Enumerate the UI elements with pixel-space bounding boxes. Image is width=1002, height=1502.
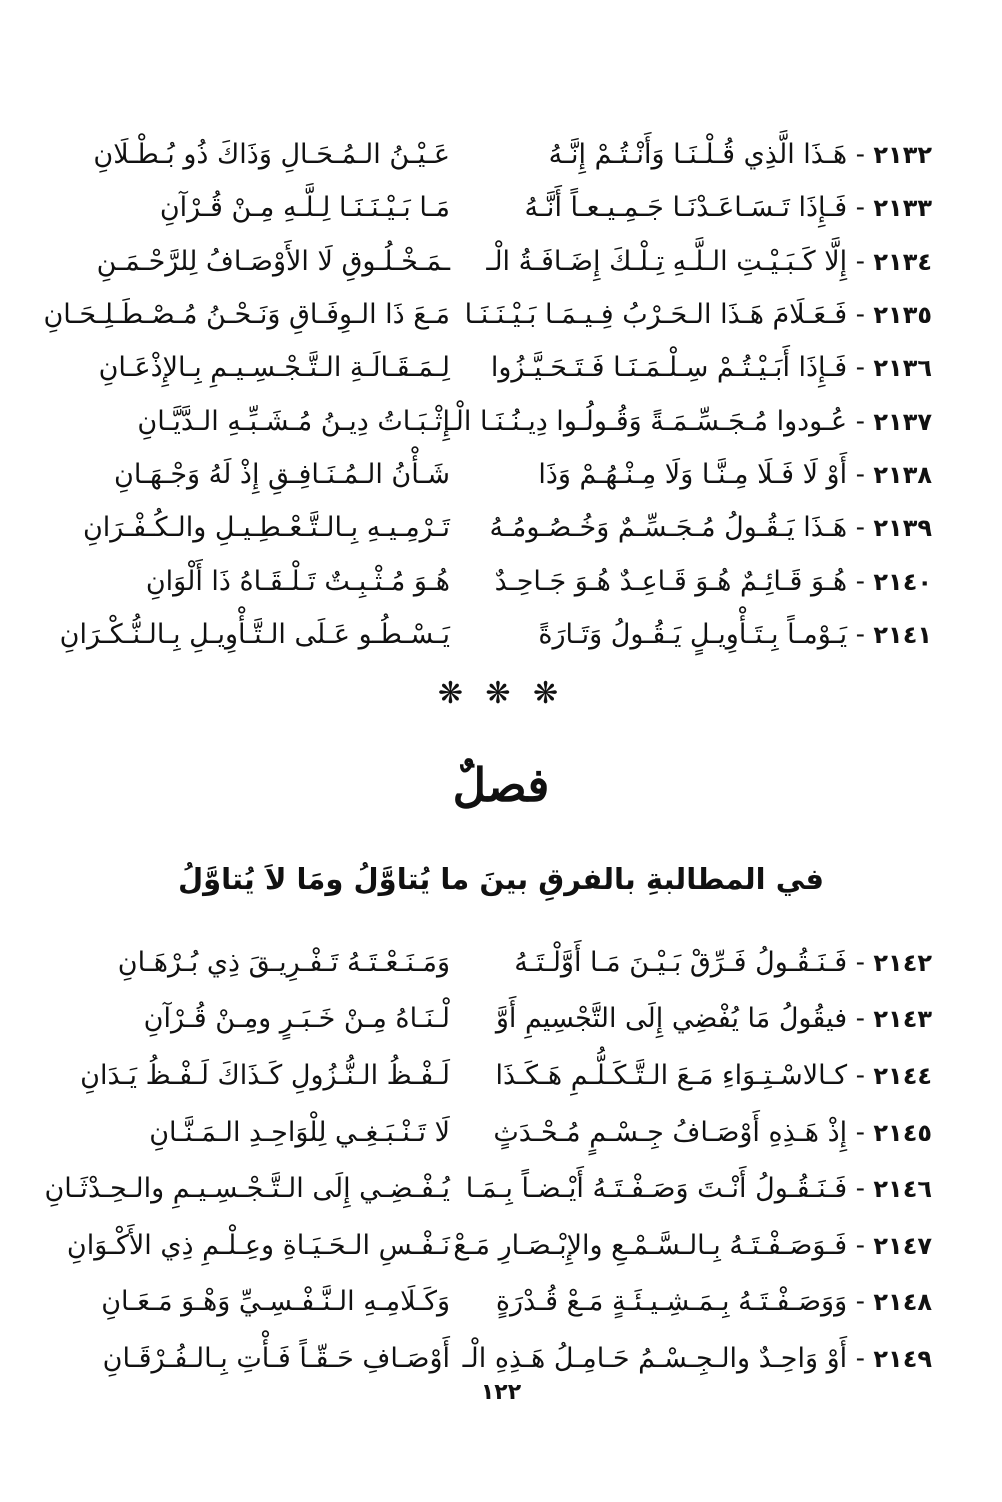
- verse-number: ٢١٣٩: [873, 514, 932, 543]
- verse-first-hemistich: [465, 1173, 932, 1205]
- verse-first-text: فيقُولُ مَا يُفْضِي إِلَى التَّجْسِيمِ أَوَّ: [495, 1003, 848, 1035]
- verse-line: [40, 1160, 932, 1217]
- verse-number: ٢١٤٩: [873, 1344, 932, 1373]
- verse-first-text: أَوْ وَاحِـدٌ والـجِـسْـمُ حَـامِـلُ هَـذِهِ الْـ: [462, 1342, 848, 1374]
- verse-first-hemistich: [494, 619, 932, 650]
- verse-second-hemistich: وَكَـلَامِـهِ الـنَّـفْـسِـيِّ وَهْـوَ مَـعَـانِ: [101, 1286, 450, 1318]
- verse-number-dash: -: [847, 352, 874, 384]
- verse-line: [40, 554, 932, 607]
- verse-number-dash: -: [847, 1286, 874, 1318]
- verse-line: [40, 448, 932, 501]
- verse-number-dash: -: [847, 1342, 874, 1374]
- verse-line: [40, 181, 932, 234]
- verse-number-dash: -: [847, 458, 874, 490]
- verse-first-hemistich: [486, 245, 932, 277]
- verse-line: [40, 991, 932, 1048]
- verse-number: ٢١٣٧: [873, 407, 932, 436]
- verse-first-text: إِلَّا كَـبَـيْـتِ الـلَّـهِ تِـلْـكَ إِضَـافَـةُ الْـ: [486, 245, 848, 277]
- section-separator: ❋ ❋ ❋: [437, 676, 565, 711]
- verse-second-hemistich: شَـأْنُ الـمُـنَـافِـقِ إِذْ لَهُ وَجْـهَـانِ: [114, 458, 450, 490]
- verse-first-text: هُـوَ قَـائِـمٌ هُـوَ قَـاعِـدٌ هُـوَ جَـاحِـدٌ: [494, 565, 848, 597]
- verse-second-hemistich: لِـمَـقَـالَـةِ الـتَّـجْـسِـيـمِ بِـالإِذْعَـانِ: [98, 352, 450, 384]
- verse-line: [40, 235, 932, 288]
- verse-number-dash: -: [847, 1173, 874, 1205]
- verse-second-hemistich: لَا تَـنْـبَـغِـي لِلْوَاحِـدِ الـمَـنَّـانِ: [149, 1116, 450, 1148]
- verse-first-text: عُـودوا مُـجَـسِّـمَـةً وَقُـولُـوا دِيـنُـنَـا الْـ: [447, 405, 848, 437]
- verse-first-text: فَـنَـقُـولُ أَنْـتَ وَصَـفْـتَـهُ أَيْـضـاً بِـمَـا: [465, 1173, 848, 1205]
- verse-second-hemistich: إِثْـبَـاتُ دِيـنُ مُـشَـبِّـهِ الـدَّيَّـانِ: [137, 405, 450, 437]
- verse-line: [40, 341, 932, 394]
- verse-first-hemistich: [494, 1060, 932, 1091]
- verse-line: [40, 934, 932, 991]
- verse-number-dash: -: [847, 946, 874, 978]
- verse-first-text: كـالاسْـتِـوَاءِ مَـعَ الـتَّـكَـلُّـمِ هَـكَـذَا: [495, 1059, 848, 1091]
- verse-number: ٢١٤٦: [873, 1175, 932, 1204]
- verse-line: [40, 1274, 932, 1331]
- verse-first-text: فَـنَـقُـولُ فَـرِّقْ بَـيْـنَ مَـا أَوَّلْـتَـهُ: [514, 946, 848, 978]
- verse-number: ٢١٤٢: [873, 948, 932, 977]
- verse-second-hemistich: ـمَـخْـلُـوقِ لَا الأَوْصَـافُ لِلرَّحْـمَـنِ: [96, 245, 450, 277]
- verse-number-dash: -: [847, 139, 874, 171]
- verse-line: [40, 1330, 932, 1387]
- verse-number-dash: -: [847, 618, 874, 650]
- verse-first-hemistich: [494, 1286, 932, 1317]
- verse-second-hemistich: عَـيْـنُ الـمُـحَـالِ وَذَاكَ ذُو بُـطْـلَانِ: [93, 139, 450, 171]
- verse-second-hemistich: لَـفْـظُ الـنُّـزُولِ كَـذَاكَ لَـفْـظُ يَـدَانِ: [80, 1059, 450, 1091]
- verse-line: [40, 501, 932, 554]
- verse-line: [40, 1047, 932, 1104]
- verse-first-hemistich: [494, 192, 932, 223]
- verse-number-dash: -: [847, 245, 874, 277]
- verse-number-dash: -: [847, 1229, 874, 1261]
- verse-number-dash: -: [847, 1116, 874, 1148]
- section-subtitle: في المطالبةِ بالفرقِ بينَ ما يُتاوَّلُ ومَا لاَ يُتاوَّلُ: [177, 862, 825, 896]
- verse-first-text: فَـإِذَا تَـسَـاعَـدْنَـا جَـمِـيـعـاً أَنَّـهُ: [524, 192, 848, 224]
- verse-first-text: يَـوْمـاً بِـتَـأْوِيـلٍ يَـقُـولُ وَتَـارَةً: [538, 618, 848, 650]
- verse-first-hemistich: [494, 947, 932, 978]
- verse-first-hemistich: [453, 1229, 932, 1261]
- verse-line: [40, 608, 932, 661]
- verse-number: ٢١٣٥: [873, 301, 932, 330]
- verse-first-hemistich: [494, 139, 932, 170]
- verse-number-dash: -: [847, 565, 874, 597]
- verse-first-hemistich: [494, 1003, 932, 1034]
- verse-second-hemistich: هُـوَ مُـثْـبِـتٌ تَـلْـقَـاهُ ذَا أَلْوَانِ: [145, 565, 450, 597]
- verse-first-text: فَـوَصَـفْـتَـهُ بِـالـسَّـمْـعِ والإِبْـصَـارِ مَـعْ: [453, 1229, 848, 1261]
- verse-number: ٢١٣٦: [873, 354, 932, 383]
- verse-first-text: فَـإِذَا أَبَـيْـتُـمْ سِـلْـمَـنَـا فَـتَـحَـيَّـزُوا: [490, 352, 848, 384]
- verse-line: [40, 288, 932, 341]
- verse-number-dash: -: [847, 192, 874, 224]
- verse-second-hemistich: مَـعَ ذَا الـوِفَـاقِ وَنَـحْـنُ مُـصْـطَـلِـحَـانِ: [43, 299, 450, 331]
- verse-first-hemistich: [489, 512, 932, 544]
- verse-number: ٢١٣٣: [873, 194, 932, 223]
- verse-first-text: إِذْ هَـذِهِ أَوْصَـافُ جِـسْـمٍ مُـحْـدَثٍ: [493, 1116, 848, 1148]
- verse-number: ٢١٣٨: [873, 460, 932, 489]
- verse-second-hemistich: نَـفْـسِ الـحَـيَـاةِ وعِـلْـمِ ذِي الأَكْـوَانِ: [66, 1229, 450, 1261]
- page-number: ١٢٢: [480, 1380, 522, 1405]
- verse-first-hemistich: [494, 566, 932, 597]
- verse-number: ٢١٣٤: [873, 247, 932, 276]
- verse-first-text: هَـذَا الَّذِي قُـلْـنَـا وَأَنْـتُـمْ إِنَّـهُ: [548, 139, 848, 171]
- verses-bottom-block: [40, 934, 932, 1387]
- verse-number: ٢١٤١: [873, 620, 932, 649]
- verse-second-hemistich: يَـسْـطُـو عَـلَى الـتَّـأْوِيـلِ بِـالـنُّـكْـرَانِ: [59, 618, 450, 650]
- verse-first-hemistich: [490, 352, 932, 384]
- verse-first-hemistich: [494, 459, 932, 490]
- verse-line: [40, 1217, 932, 1274]
- verse-number: ٢١٤٣: [873, 1005, 932, 1034]
- verse-number: ٢١٣٢: [873, 141, 932, 170]
- verse-number: ٢١٤٥: [873, 1118, 932, 1147]
- verse-first-text: أَوْ لَا فَـلَا مِـنَّـا وَلَا مِـنْـهُـمْ وَذَا: [538, 458, 848, 490]
- verse-number: ٢١٤٧: [873, 1231, 932, 1260]
- verse-line: [40, 128, 932, 181]
- section-title: فصلٌ: [452, 758, 550, 812]
- verse-number: ٢١٤٠: [873, 567, 932, 596]
- verse-line: [40, 394, 932, 447]
- verse-number-dash: -: [847, 512, 874, 544]
- verse-first-hemistich: [494, 1117, 932, 1148]
- verse-second-hemistich: أَوْصَـافِ حَـقّـاً فَـأْتِ بِـالـفُـرْقَـانِ: [102, 1342, 450, 1374]
- verse-first-hemistich: [464, 299, 932, 331]
- verse-second-hemistich: يُـفْـضِـي إِلَى الـتَّـجْـسِـيـمِ والـحِـدْثَـانِ: [44, 1173, 450, 1205]
- verses-top-block: [40, 128, 932, 661]
- verse-line: [40, 1104, 932, 1161]
- verse-first-hemistich: [447, 405, 932, 437]
- verse-second-hemistich: مَـا بَـيْـنَـنَـا لِـلَّـهِ مِـنْ قُـرْآنِ: [159, 192, 450, 224]
- verse-first-hemistich: [462, 1342, 932, 1374]
- verse-second-hemistich: لْـنَـاهُ مِـنْ خَـبَـرٍ ومِـنْ قُـرْآنِ: [143, 1003, 450, 1035]
- verse-second-hemistich: وَمَـنَـعْـتَـهُ تَـفْـرِيـقَ ذِي بُـرْهَـانِ: [117, 946, 450, 978]
- verse-first-text: وَوَصَـفْـتَـهُ بِـمَـشِـيـئَـةٍ مَـعْ قُـدْرَةٍ: [495, 1286, 848, 1318]
- verse-number-dash: -: [847, 405, 874, 437]
- verse-number-dash: -: [847, 299, 874, 331]
- verse-number: ٢١٤٤: [873, 1061, 932, 1090]
- verse-number-dash: -: [847, 1059, 874, 1091]
- verse-number: ٢١٤٨: [873, 1288, 932, 1317]
- verse-number-dash: -: [847, 1003, 874, 1035]
- verse-first-text: فَـعَـلَامَ هَـذَا الـحَـرْبُ فِـيـمَـا بَـيْـنَـنَـا: [464, 299, 848, 331]
- verse-second-hemistich: تَـرْمِـيـهِ بِـالـتَّـعْـطِـيـلِ والـكُـفْـرَانِ: [82, 512, 450, 544]
- verse-first-text: هَـذَا يَـقُـولُ مُـجَـسِّـمٌ وَخُـصُـومُـهُ: [489, 512, 848, 544]
